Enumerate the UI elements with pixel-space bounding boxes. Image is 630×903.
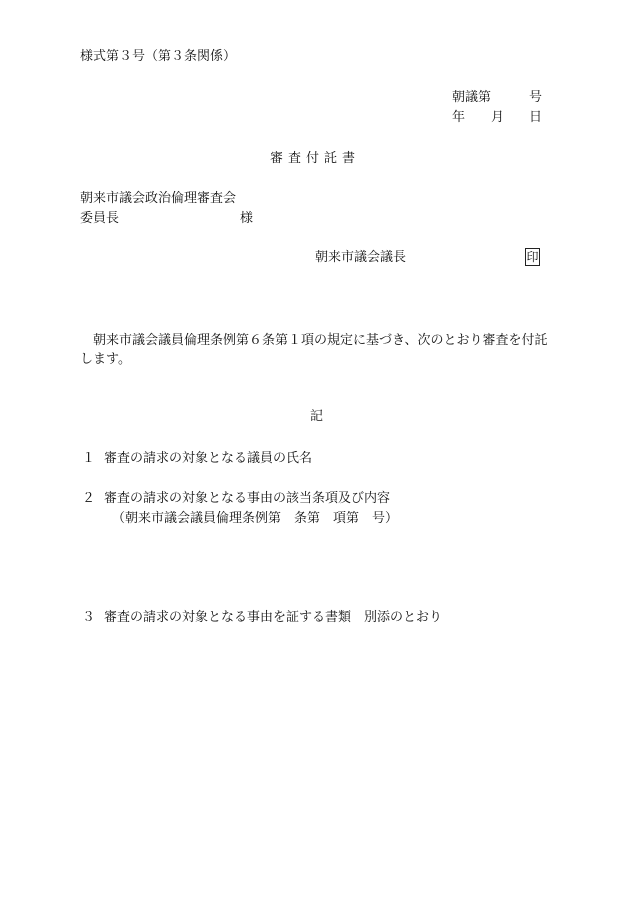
body-paragraph: 朝来市議会議員倫理条例第６条第１項の規定に基づき、次のとおり審査を付託します。 (80, 333, 548, 367)
sender-name: 朝来市議会議長 (315, 250, 407, 265)
item-number: ２ (82, 491, 96, 506)
document-title: 審査付託書 (270, 151, 361, 166)
form-number: 様式第３号（第３条関係） (80, 49, 237, 64)
addressee-honorific: 様 (240, 211, 254, 226)
date-year-label: 年 (452, 110, 466, 125)
item-subtext: （朝来市議会議員倫理条例第 条第 項第 号） (112, 511, 399, 526)
item-text: 審査の請求の対象となる事由の該当条項及び内容 (104, 491, 391, 506)
item-number: ３ (82, 610, 96, 625)
addressee-position: 委員長 (80, 211, 120, 226)
item-text: 審査の請求の対象となる議員の氏名 (104, 451, 313, 466)
addressee-organization: 朝来市議会政治倫理審査会 (80, 191, 237, 206)
document-number-suffix: 号 (529, 90, 543, 105)
item-number: １ (82, 451, 96, 466)
item-text: 審査の請求の対象となる事由を証する書類 別添のとおり (104, 610, 443, 625)
document-number-label: 朝議第 (452, 90, 492, 105)
seal-mark: 印 (526, 250, 539, 264)
date-month-label: 月 (491, 110, 505, 125)
date-day-label: 日 (529, 110, 543, 125)
record-heading: 記 (310, 409, 324, 424)
